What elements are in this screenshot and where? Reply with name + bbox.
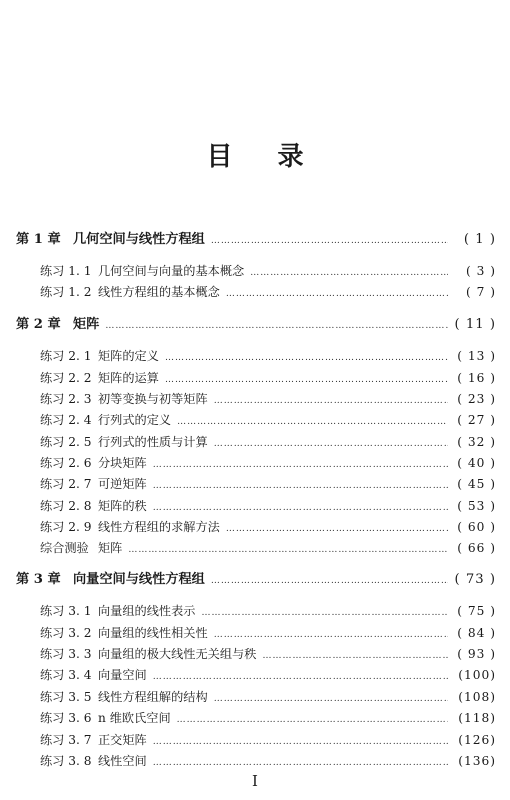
section-title: 行列式的性质与计算 xyxy=(98,435,208,449)
section-number: 练习 3. 8 xyxy=(40,754,92,768)
section-number: 练习 3. 4 xyxy=(40,668,92,682)
section-title: 矩阵的秩 xyxy=(98,499,147,513)
section-number: 练习 3. 2 xyxy=(40,626,92,640)
dot-leader xyxy=(226,284,448,304)
toc-section-1-2[interactable] xyxy=(40,282,496,302)
page-ref: (118) xyxy=(458,711,496,725)
dot-leader xyxy=(202,603,449,623)
toc-section-2-2[interactable] xyxy=(40,368,496,388)
toc-section-1-1[interactable] xyxy=(40,261,496,281)
page-ref: (108) xyxy=(458,690,496,704)
page-ref: ( 84 ) xyxy=(457,626,496,640)
dot-leader xyxy=(262,646,448,666)
toc-chapter-3[interactable] xyxy=(16,570,496,590)
page-ref: ( 11 ) xyxy=(454,317,496,332)
dot-leader xyxy=(177,412,448,432)
section-number: 练习 3. 5 xyxy=(40,690,92,704)
toc-section-2-5[interactable] xyxy=(40,432,496,452)
page-ref: ( 23 ) xyxy=(457,392,496,406)
chapter-title: 矩阵 xyxy=(73,317,100,332)
section-number: 综合测验 xyxy=(40,541,89,555)
section-number: 练习 2. 7 xyxy=(40,477,92,491)
page-ref: ( 66 ) xyxy=(457,541,496,555)
dot-leader xyxy=(214,689,448,709)
dot-leader xyxy=(153,476,448,496)
section-number: 练习 2. 2 xyxy=(40,371,92,385)
dot-leader xyxy=(214,391,448,411)
page-ref: ( 32 ) xyxy=(457,435,496,449)
dot-leader xyxy=(128,540,448,560)
section-title: 正交矩阵 xyxy=(98,733,147,747)
dot-leader xyxy=(165,370,448,390)
toc-section-2-quiz[interactable] xyxy=(40,538,496,558)
chapter-number: 第 1 章 xyxy=(16,232,61,247)
section-number: 练习 2. 9 xyxy=(40,520,92,534)
dot-leader xyxy=(214,434,448,454)
page-ref: ( 60 ) xyxy=(457,520,496,534)
section-number: 练习 2. 4 xyxy=(40,413,92,427)
page-ref: ( 13 ) xyxy=(457,349,496,363)
toc-section-2-6[interactable] xyxy=(40,453,496,473)
toc-section-3-3[interactable] xyxy=(40,644,496,664)
page-ref: (100) xyxy=(458,668,496,682)
section-title: 线性方程组的求解方法 xyxy=(98,520,220,534)
section-title: 可逆矩阵 xyxy=(98,477,147,491)
page-ref: ( 93 ) xyxy=(457,647,496,661)
toc-section-2-8[interactable] xyxy=(40,496,496,516)
section-title: 向量组的线性相关性 xyxy=(98,626,208,640)
page-ref: ( 27 ) xyxy=(457,413,496,427)
section-title: 线性方程组解的结构 xyxy=(98,690,208,704)
page-ref: ( 45 ) xyxy=(457,477,496,491)
toc-section-2-3[interactable] xyxy=(40,389,496,409)
toc-section-2-9[interactable] xyxy=(40,517,496,537)
page-ref: ( 1 ) xyxy=(463,232,496,247)
dot-leader xyxy=(153,498,448,518)
page-title: 目 录 xyxy=(206,142,322,172)
dot-leader xyxy=(105,316,448,336)
toc-chapter-1[interactable] xyxy=(16,230,496,250)
page-ref: ( 75 ) xyxy=(457,604,496,618)
page-ref: ( 73 ) xyxy=(454,572,496,587)
section-number: 练习 3. 7 xyxy=(40,733,92,747)
toc-section-2-1[interactable] xyxy=(40,346,496,366)
page-ref: ( 16 ) xyxy=(457,371,496,385)
dot-leader xyxy=(214,625,448,645)
dot-leader xyxy=(211,231,448,251)
chapter-title: 向量空间与线性方程组 xyxy=(73,572,205,587)
section-number: 练习 3. 1 xyxy=(40,604,92,618)
dot-leader xyxy=(250,263,448,283)
section-number: 练习 2. 6 xyxy=(40,456,92,470)
section-title: 矩阵的定义 xyxy=(98,349,159,363)
chapter-title: 几何空间与线性方程组 xyxy=(73,232,205,247)
toc-section-3-5[interactable] xyxy=(40,687,496,707)
section-number: 练习 2. 1 xyxy=(40,349,92,363)
section-number: 练习 2. 3 xyxy=(40,392,92,406)
page-ref: (136) xyxy=(458,754,496,768)
dot-leader xyxy=(165,348,448,368)
section-title: 向量组的极大线性无关组与秩 xyxy=(98,647,257,661)
section-number: 练习 3. 3 xyxy=(40,647,92,661)
section-title: 线性方程组的基本概念 xyxy=(98,285,220,299)
section-number: 练习 1. 1 xyxy=(40,264,92,278)
section-number: 练习 2. 8 xyxy=(40,499,92,513)
page-ref: ( 7 ) xyxy=(465,285,496,299)
toc-section-3-2[interactable] xyxy=(40,623,496,643)
toc-section-3-6[interactable] xyxy=(40,708,496,728)
section-number: 练习 3. 6 xyxy=(40,711,92,725)
toc-section-3-8[interactable] xyxy=(40,751,496,771)
section-title: 行列式的定义 xyxy=(98,413,172,427)
section-title: 矩阵的运算 xyxy=(98,371,159,385)
section-title: 线性空间 xyxy=(98,754,147,768)
dot-leader xyxy=(211,571,448,591)
page-number: I xyxy=(252,772,258,790)
page-ref: ( 53 ) xyxy=(457,499,496,513)
section-title: 分块矩阵 xyxy=(98,456,147,470)
toc-section-2-7[interactable] xyxy=(40,474,496,494)
dot-leader xyxy=(153,667,448,687)
section-title: 几何空间与向量的基本概念 xyxy=(98,264,245,278)
section-number: 练习 2. 5 xyxy=(40,435,92,449)
section-title: 向量空间 xyxy=(98,668,147,682)
chapter-number: 第 3 章 xyxy=(16,572,61,587)
toc-section-3-1[interactable] xyxy=(40,601,496,621)
section-title: n 维欧氏空间 xyxy=(98,711,171,725)
page-ref: (126) xyxy=(458,733,496,747)
dot-leader xyxy=(153,732,448,752)
section-number: 练习 1. 2 xyxy=(40,285,92,299)
toc-chapter-2[interactable] xyxy=(16,315,496,335)
page-ref: ( 40 ) xyxy=(457,456,496,470)
dot-leader xyxy=(153,455,448,475)
dot-leader xyxy=(177,710,448,730)
toc-section-2-4[interactable] xyxy=(40,410,496,430)
section-title: 矩阵 xyxy=(98,541,123,555)
dot-leader xyxy=(153,753,448,773)
section-title: 向量组的线性表示 xyxy=(98,604,196,618)
dot-leader xyxy=(226,519,448,539)
toc-section-3-4[interactable] xyxy=(40,665,496,685)
toc-section-3-7[interactable] xyxy=(40,730,496,750)
section-title: 初等变换与初等矩阵 xyxy=(98,392,208,406)
page-ref: ( 3 ) xyxy=(465,264,496,278)
chapter-number: 第 2 章 xyxy=(16,317,61,332)
